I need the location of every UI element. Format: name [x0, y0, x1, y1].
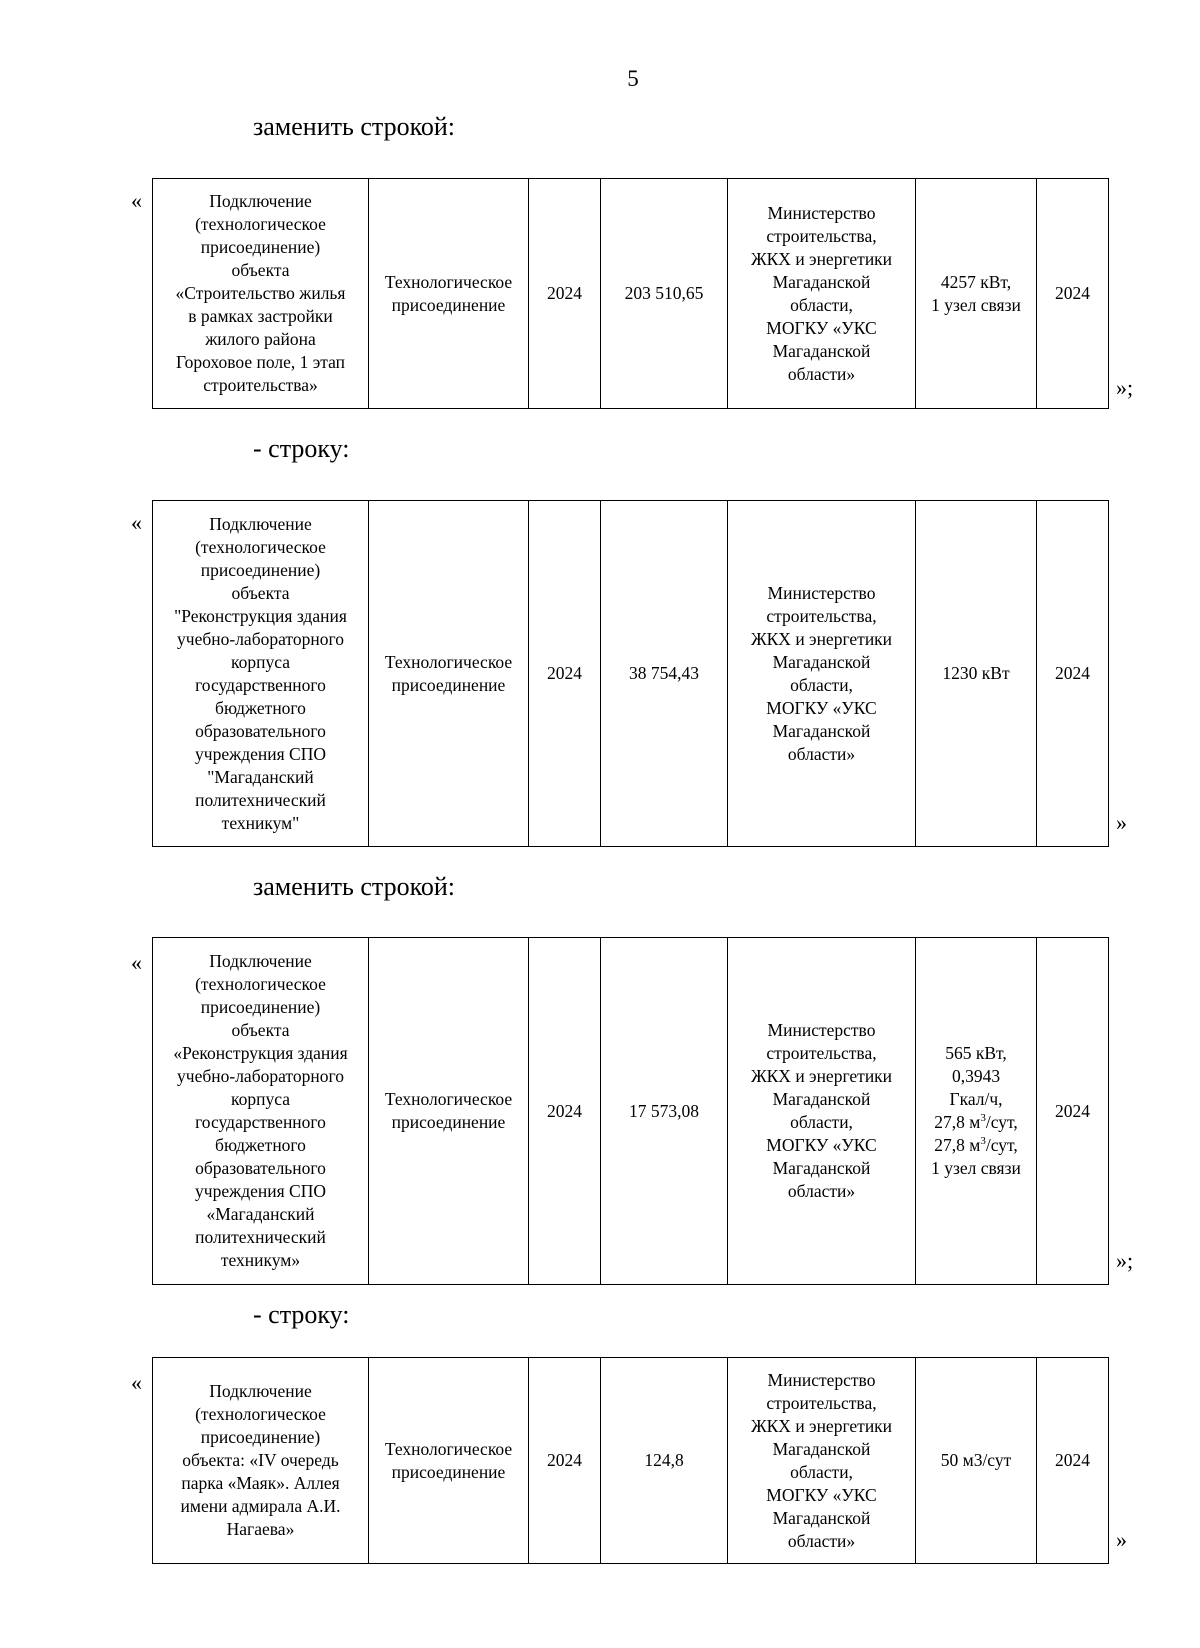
section-heading: - строку:	[253, 1300, 350, 1329]
original-row-table	[152, 1357, 1109, 1564]
close-quote: »	[1116, 1527, 1127, 1552]
open-quote: «	[131, 510, 142, 535]
close-quote: »;	[1116, 375, 1134, 400]
open-quote: «	[131, 950, 142, 975]
type-cell: Технологическое присоединение	[369, 938, 529, 1285]
capacity-cell	[916, 938, 1037, 1285]
year-start-cell: 2024	[529, 1358, 601, 1564]
year-end-cell: 2024	[1037, 1358, 1109, 1564]
section-heading: - строку:	[253, 434, 350, 463]
year-end-cell: 2024	[1037, 501, 1109, 847]
cubic-superscript: 3	[980, 1135, 986, 1148]
description-cell: Подключение (технологическое присоединение) объекта «Строительство жилья в рамках застройки жилого района Гороховое поле, 1 этап строительства»	[153, 179, 369, 409]
responsible-cell: Министерство строительства, ЖКХ и энергетики Магаданской области, МОГКУ «УКС Магаданской области»	[728, 501, 916, 847]
table-row	[153, 1358, 1109, 1564]
responsible-cell: Министерство строительства, ЖКХ и энергетики Магаданской области, МОГКУ «УКС Магаданской области»	[728, 179, 916, 409]
amount-cell: 124,8	[601, 1358, 728, 1564]
table-row	[153, 179, 1109, 409]
table-row	[153, 938, 1109, 1285]
section-heading: заменить строкой:	[253, 112, 456, 141]
original-row-table	[152, 500, 1109, 847]
year-end-cell: 2024	[1037, 938, 1109, 1285]
description-cell: Подключение (технологическое присоединение) объекта «Реконструкция здания учебно-лабораторного корпуса государственного бюджетного образовательного учреждения СПО «Магаданский политехнический техникум»	[153, 938, 369, 1285]
capacity-cell: 50 м3/сут	[916, 1358, 1037, 1564]
responsible-cell: Министерство строительства, ЖКХ и энергетики Магаданской области, МОГКУ «УКС Магаданской области»	[728, 1358, 916, 1564]
type-cell: Технологическое присоединение	[369, 179, 529, 409]
capacity-cell: 1230 кВт	[916, 501, 1037, 847]
close-quote: »	[1116, 810, 1127, 835]
close-quote: »;	[1116, 1248, 1134, 1273]
type-cell: Технологическое присоединение	[369, 1358, 529, 1564]
description-cell: Подключение (технологическое присоединение) объекта "Реконструкция здания учебно-лабораторного корпуса государственного бюджетного образовательного учреждения СПО "Магаданский политехнический техникум"	[153, 501, 369, 847]
open-quote: «	[131, 188, 142, 213]
capacity-text: 565 кВт, 0,3943 Гкал/ч, 27,8 м	[934, 1043, 1007, 1132]
year-start-cell: 2024	[529, 938, 601, 1285]
amount-cell: 203 510,65	[601, 179, 728, 409]
capacity-text: /сут, 1 узел связи	[931, 1135, 1021, 1178]
table-row	[153, 501, 1109, 847]
section-heading: заменить строкой:	[253, 872, 456, 901]
year-start-cell: 2024	[529, 179, 601, 409]
replacement-row-table	[152, 937, 1109, 1285]
page-number: 5	[627, 66, 639, 91]
year-start-cell: 2024	[529, 501, 601, 847]
capacity-cell: 4257 кВт, 1 узел связи	[916, 179, 1037, 409]
description-cell: Подключение (технологическое присоединение) объекта: «IV очередь парка «Маяк». Аллея имени адмирала А.И. Нагаева»	[153, 1358, 369, 1564]
amount-cell: 38 754,43	[601, 501, 728, 847]
open-quote: «	[131, 1370, 142, 1395]
type-cell: Технологическое присоединение	[369, 501, 529, 847]
amount-cell: 17 573,08	[601, 938, 728, 1285]
cubic-superscript: 3	[980, 1112, 986, 1125]
capacity-text: /сут, 27,8 м	[934, 1112, 1018, 1155]
year-end-cell: 2024	[1037, 179, 1109, 409]
replacement-row-table	[152, 178, 1109, 409]
responsible-cell: Министерство строительства, ЖКХ и энергетики Магаданской области, МОГКУ «УКС Магаданской области»	[728, 938, 916, 1285]
